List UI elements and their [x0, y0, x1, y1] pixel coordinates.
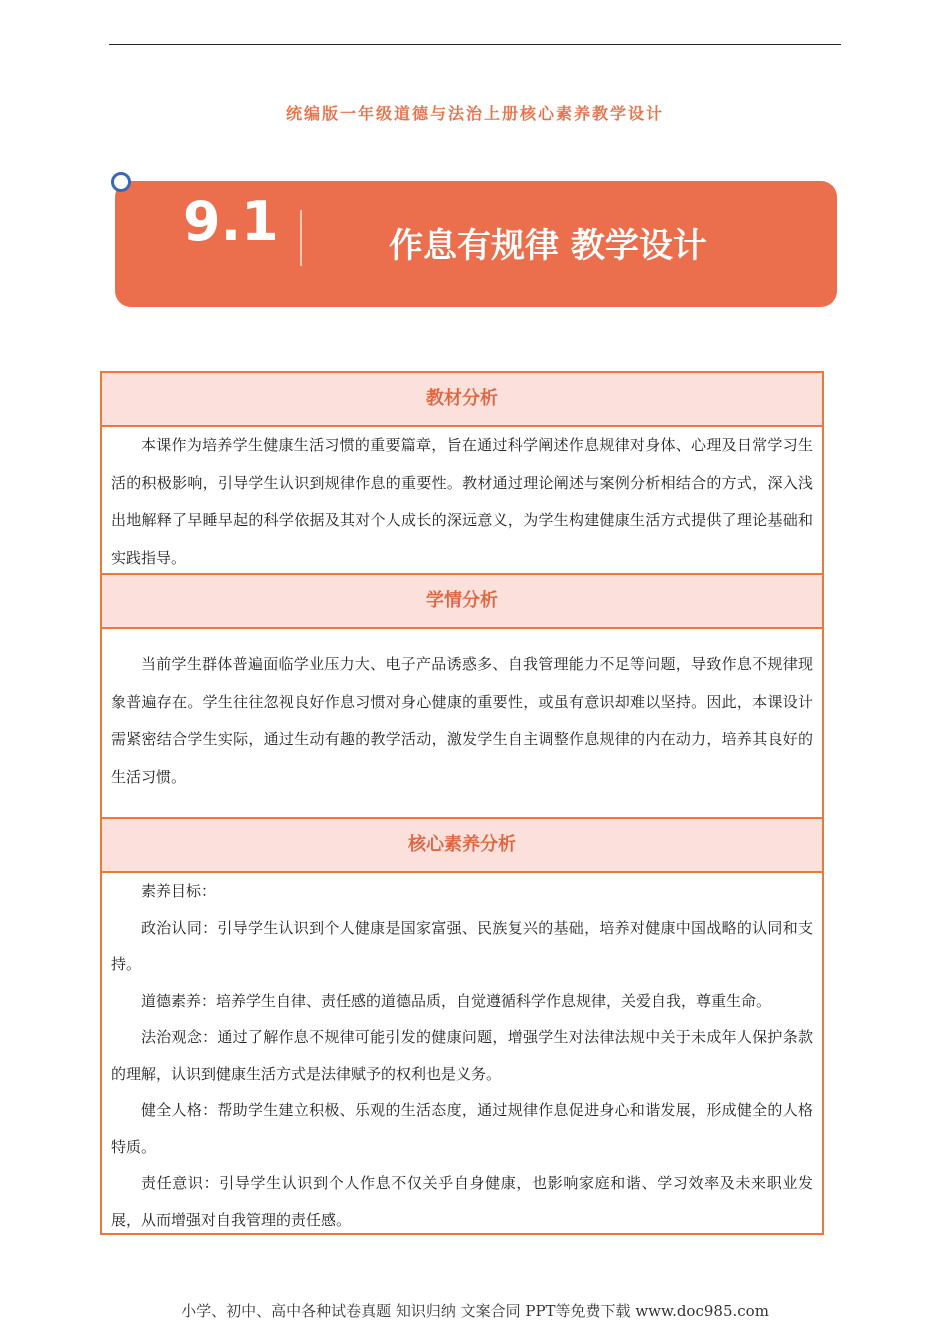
document-header-title: 统编版一年级道德与法治上册核心素养教学设计 — [285, 104, 664, 123]
section-heading-students: 学情分析 — [102, 575, 822, 629]
section-body-students — [102, 629, 822, 819]
competency-item-moral: 道德素养：培养学生自律、责任感的道德品质，自觉遵循科学作息规律，关爱自我，尊重生命。 — [141, 991, 772, 1010]
competency-intro: 素养目标： — [141, 882, 217, 900]
competency-item-responsibility: 责任意识：引导学生认识到个人作息不仅关乎自身健康，也影响家庭和谐、学习效率及未来职业发展，从而增强对自我管理的责任感。 — [111, 1174, 813, 1229]
banner-dot-decoration — [111, 172, 131, 192]
competency-item-political: 政治认同：引导学生认识到个人健康是国家富强、民族复兴的基础，培养对健康中国战略的认同和支持。 — [111, 918, 813, 973]
banner-separator — [300, 210, 302, 266]
page-footer: 小学、初中、高中各种试卷真题 知识归纳 文案合同 PPT等免费下载 www.doc985.com — [181, 1302, 769, 1320]
section-heading-textbook: 教材分析 — [102, 373, 822, 427]
section-body-competency — [102, 873, 822, 1235]
competency-item-law: 法治观念：通过了解作息不规律可能引发的健康问题，增强学生对法律法规中关于未成年人保护条款的理解，认识到健康生活方式是法律赋予的权利也是义务。 — [111, 1028, 813, 1083]
section-heading-competency: 核心素养分析 — [102, 819, 822, 873]
section-body-textbook — [102, 427, 822, 575]
lesson-title: 作息有规律 教学设计 — [389, 226, 707, 266]
top-rule — [109, 44, 841, 45]
design-table — [100, 371, 824, 1235]
competency-item-personality: 健全人格：帮助学生建立积极、乐观的生活态度，通过规律作息促进身心和谐发展，形成健全的人格特质。 — [111, 1101, 813, 1156]
paragraph-student-analysis: 当前学生群体普遍面临学业压力大、电子产品诱惑多、自我管理能力不足等问题，导致作息不规律现象普遍存在。学生往往忽视良好作息习惯对身心健康的重要性，或虽有意识却难以坚持。因此，本课设计需紧密结合学生实际，通过生动有趣的教学活动，激发学生自主调整作息规律的内在动力，培养其良好的生活习惯。 — [111, 655, 813, 786]
paragraph-textbook-analysis: 本课作为培养学生健康生活习惯的重要篇章，旨在通过科学阐述作息规律对身体、心理及日常学习生活的积极影响，引导学生认识到规律作息的重要性。教材通过理论阐述与案例分析相结合的方式，深入浅出地解释了早睡早起的科学依据及其对个人成长的深远意义，为学生构建健康生活方式提供了理论基础和实践指导。 — [111, 436, 813, 567]
chapter-number: 9.1 — [183, 190, 279, 253]
